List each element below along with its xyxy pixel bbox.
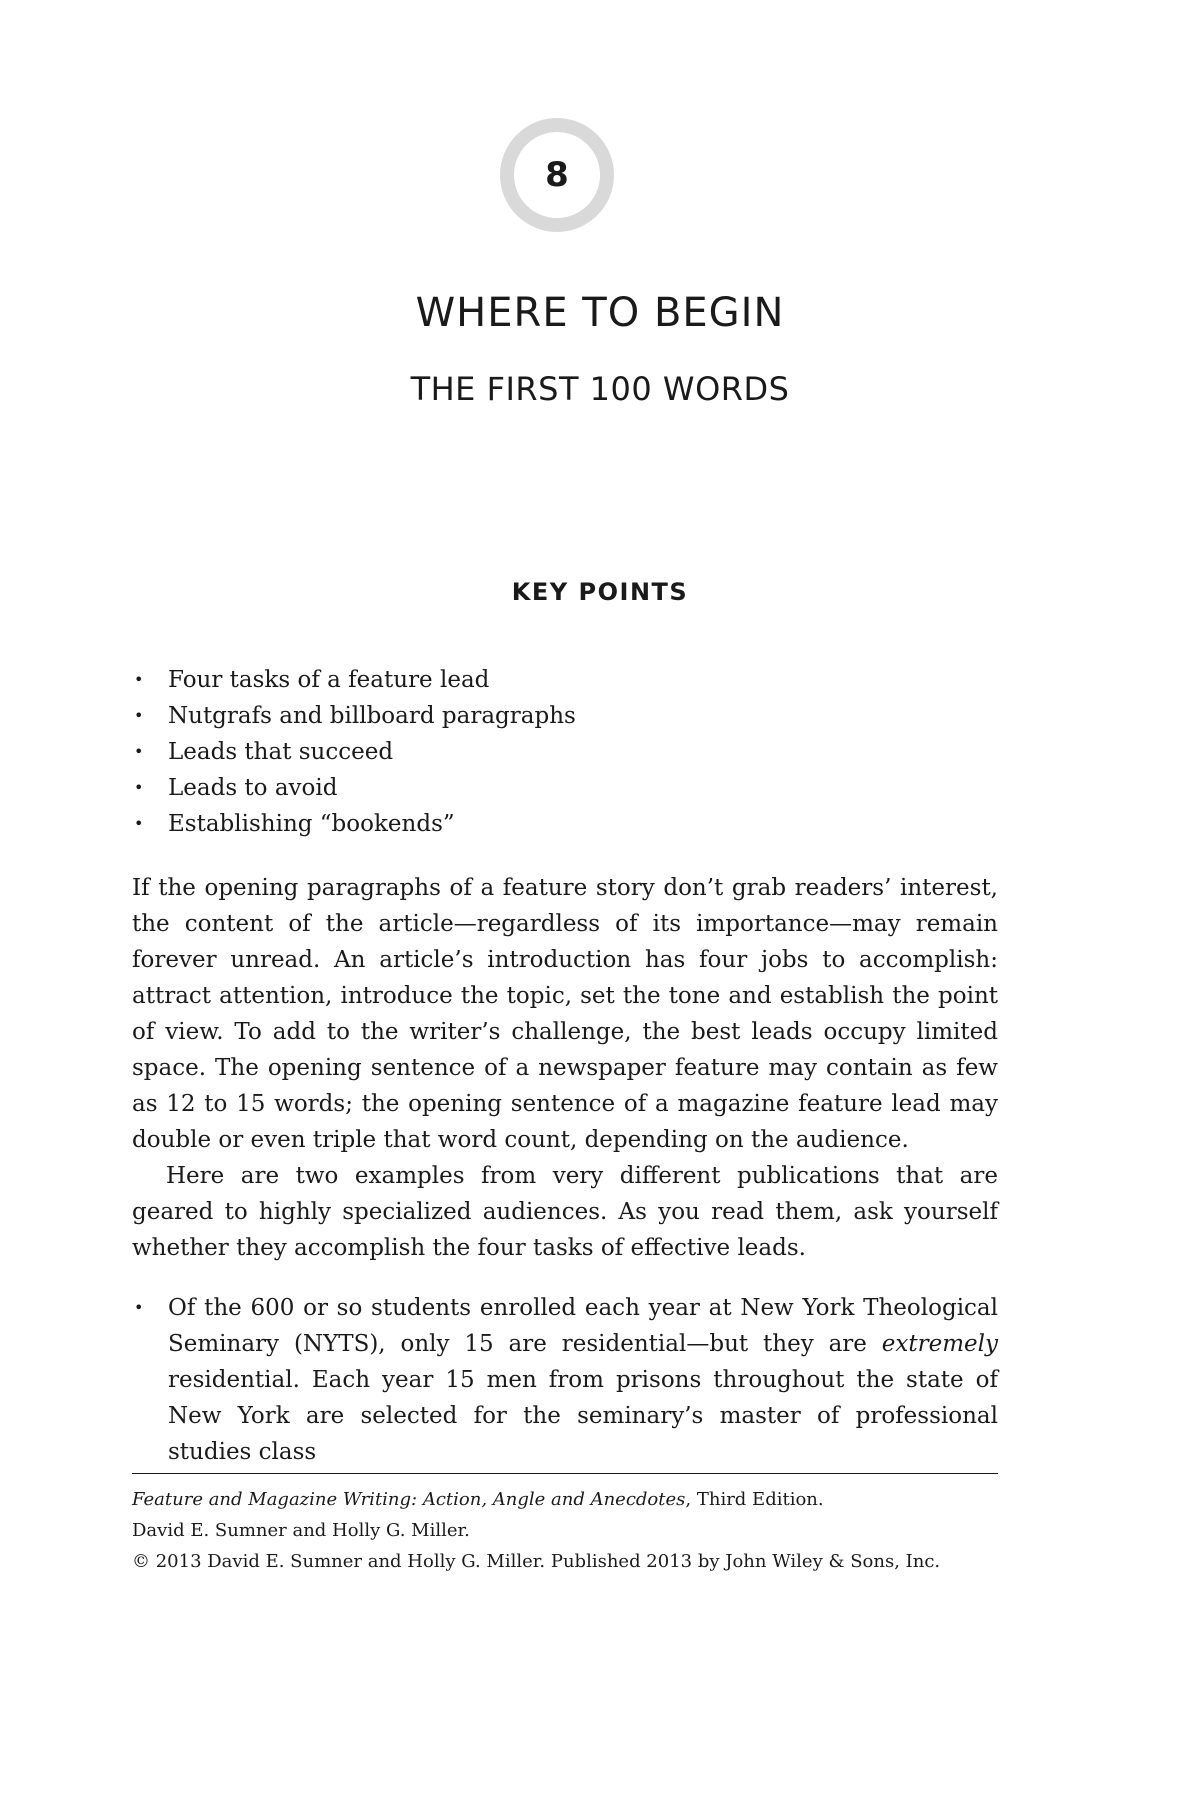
key-points-heading: KEY POINTS [511, 578, 689, 606]
bullet-icon: • [134, 814, 144, 833]
bullet-icon: • [134, 1298, 144, 1317]
chapter-title: WHERE TO BEGIN [415, 290, 785, 336]
list-item: • Leads to avoid [132, 770, 1012, 806]
book-title: Feature and Magazine Writing: Action, Angle and Anecdotes [132, 1489, 686, 1510]
chapter-number-badge [500, 118, 614, 232]
example-text: residential. Each year 15 men from prisons throughout the state of New York are selected for the seminary’s master of professional studies class [168, 1367, 998, 1465]
paragraph: If the opening paragraphs of a feature story don’t grab readers’ interest, the content of the article—regardless of its importance—may remain forever unread. An article’s introduction has four jobs to accomplish: attract attention, introduce the topic, set the tone and establish the point of view. To add to the writer’s challenge, the best leads occupy limited space. The opening sentence of a newspaper feature may contain as few as 12 to 15 words; the opening sentence of a magazine feature lead may double or even triple that word count, depending on the audience. [132, 875, 998, 1153]
example-list [132, 1290, 998, 1470]
authors: David E. Sumner and Holly G. Miller. [132, 1520, 470, 1541]
footer-credits [132, 1484, 1012, 1577]
bullet-icon: • [134, 778, 144, 797]
body-text [132, 870, 998, 1266]
footer-line [132, 1484, 1012, 1515]
list-item: • Leads that succeed [132, 734, 1012, 770]
list-item: • Four tasks of a feature lead [132, 662, 1012, 698]
list-item [132, 1290, 998, 1470]
chapter-number: 8 [545, 155, 569, 195]
bullet-icon: • [134, 706, 144, 725]
chapter-subtitle: THE FIRST 100 WORDS [410, 370, 790, 408]
key-points-list [132, 662, 1012, 842]
bullet-icon: • [134, 742, 144, 761]
example-emphasis: extremely [881, 1331, 998, 1357]
copyright-notice: © 2013 David E. Sumner and Holly G. Miller. Published 2013 by John Wiley & Sons, Inc. [132, 1551, 941, 1572]
bullet-icon: • [134, 670, 144, 689]
edition: , Third Edition. [685, 1489, 824, 1510]
footer-divider [132, 1473, 998, 1474]
example-text: Of the 600 or so students enrolled each year at New York Theological Seminary (NYTS), only 15 are residential—but they are [168, 1295, 998, 1357]
paragraph: Here are two examples from very different publications that are geared to highly specialized audiences. As you read them, ask yourself whether they accomplish the four tasks of effective leads. [132, 1163, 998, 1261]
list-item: • Establishing “bookends” [132, 806, 1012, 842]
list-item: • Nutgrafs and billboard paragraphs [132, 698, 1012, 734]
